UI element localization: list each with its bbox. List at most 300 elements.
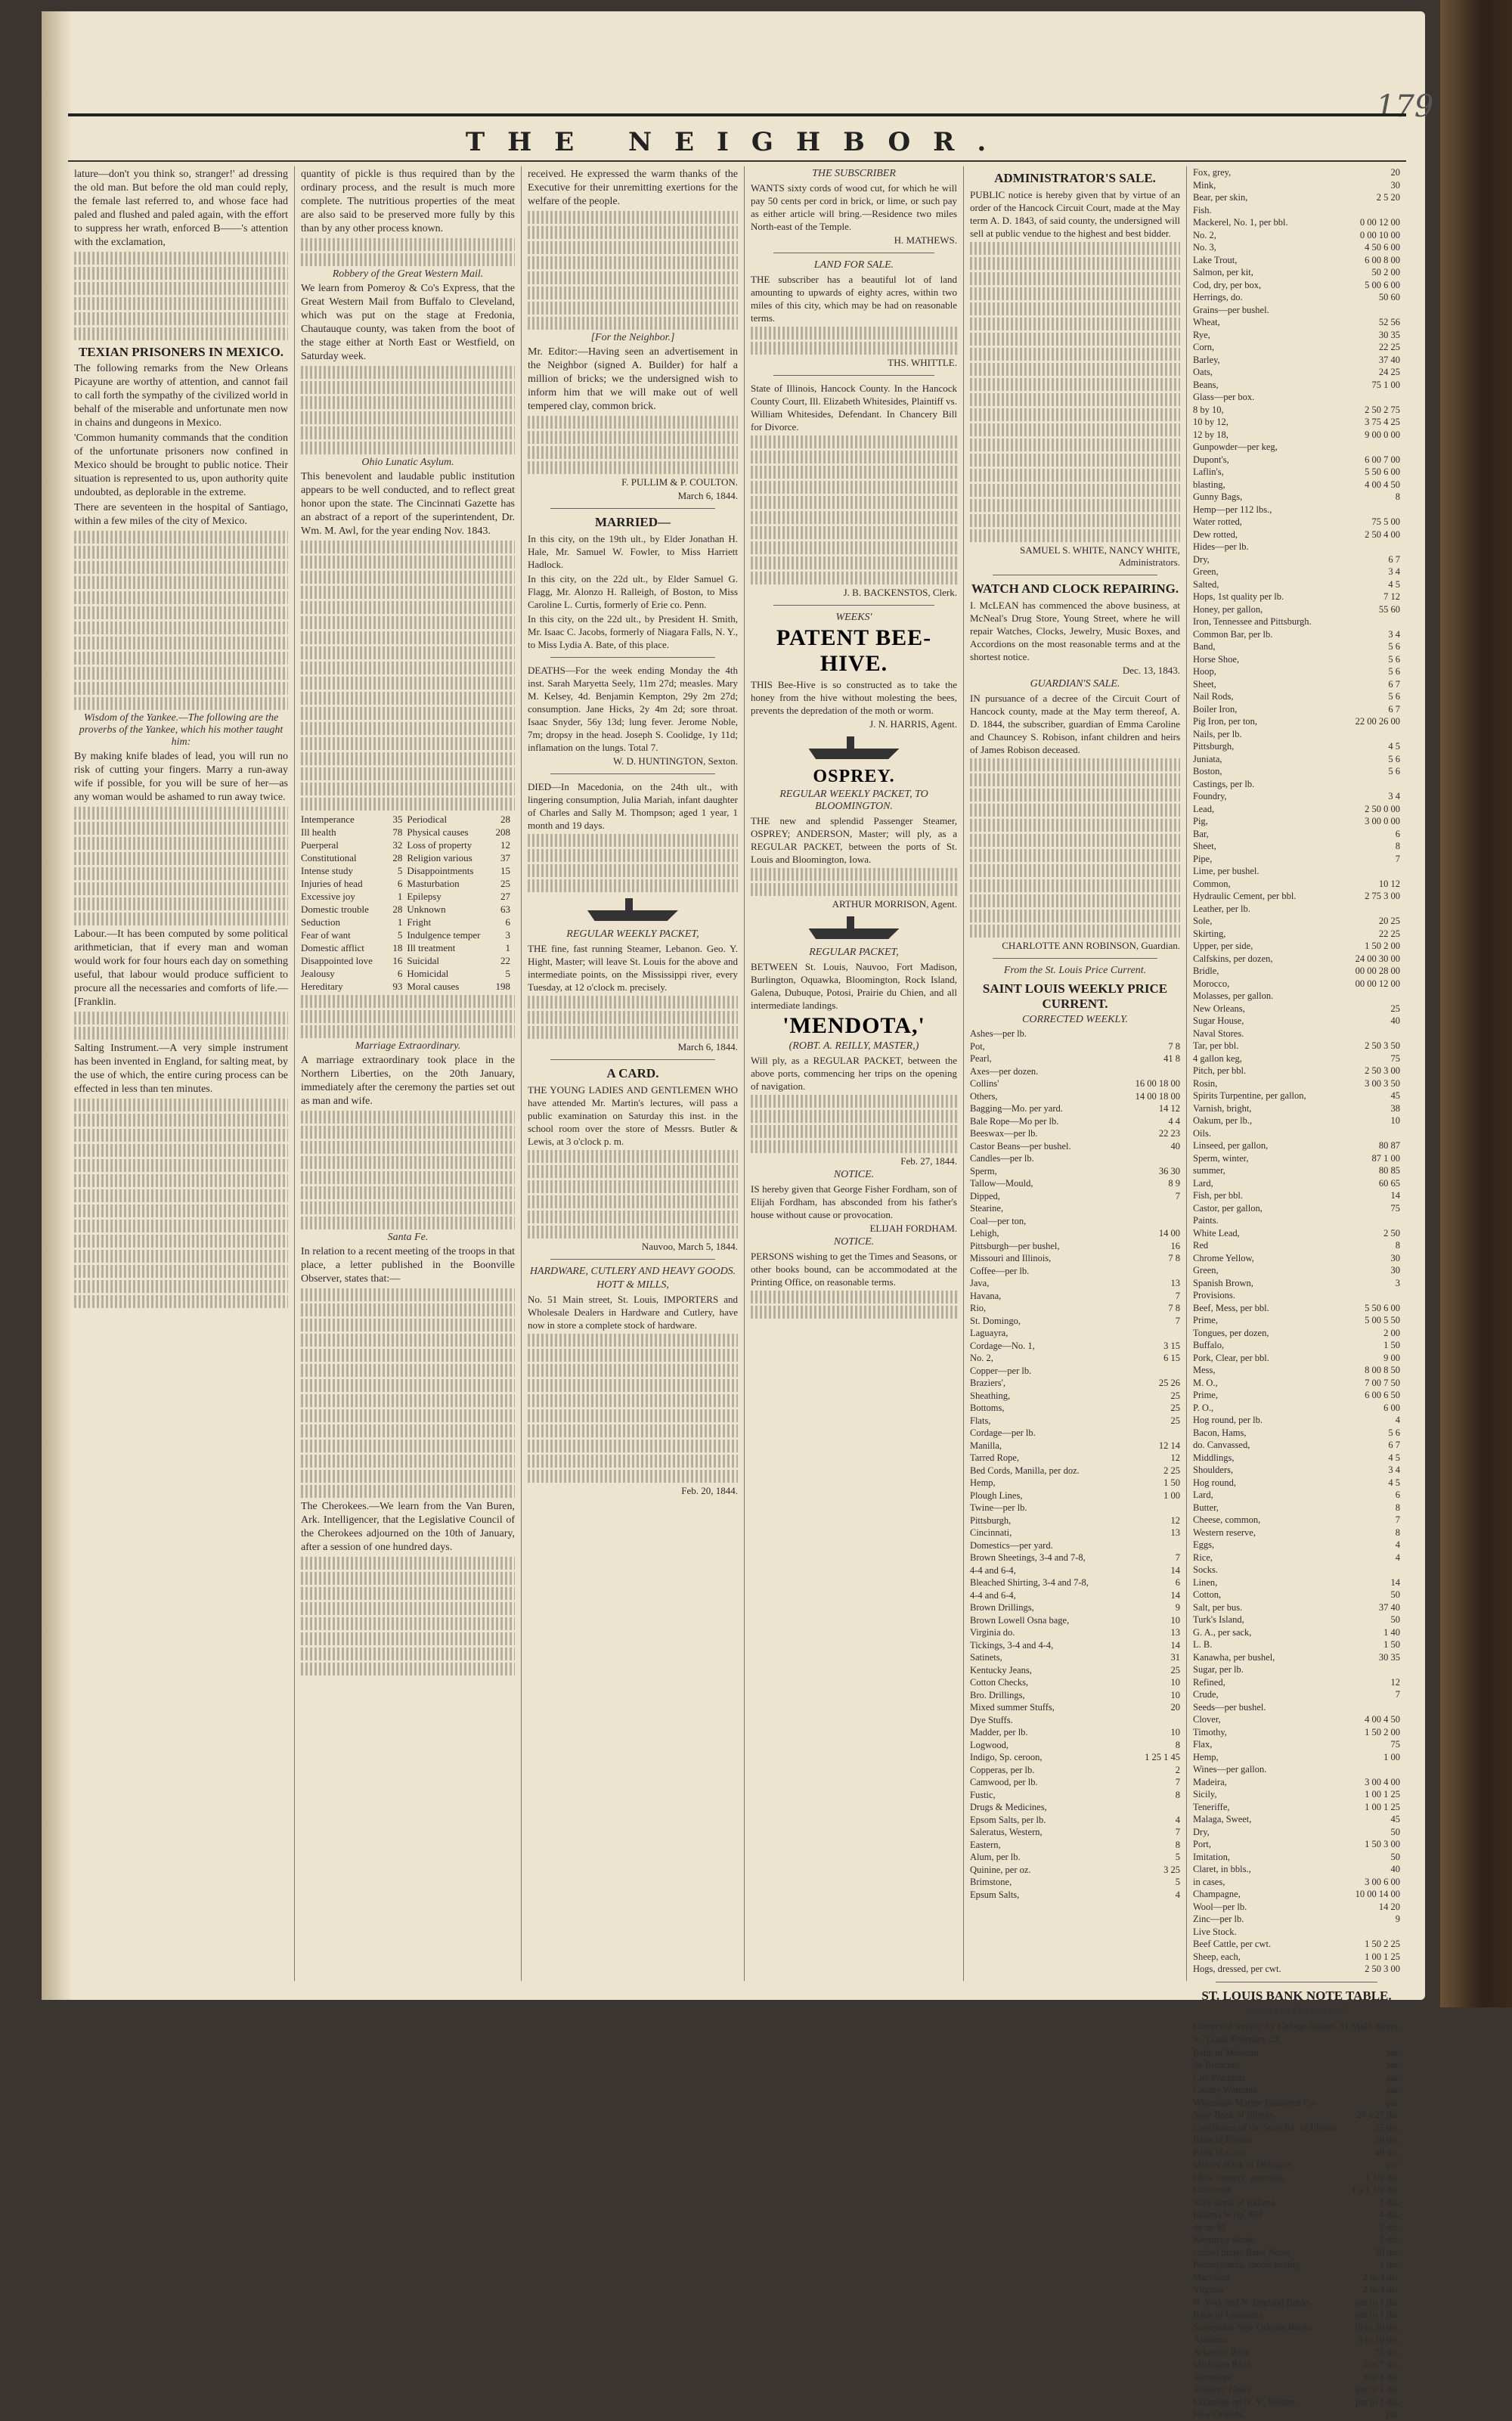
price-item: Plough Lines, — [970, 1489, 1023, 1501]
illegible-text — [74, 667, 288, 680]
disease-count: 12 — [500, 839, 510, 851]
price-values — [1171, 1676, 1181, 1689]
price-from: 22 — [1158, 1128, 1169, 1139]
price-to: 2 25 — [1163, 1465, 1180, 1476]
price-item: Band, — [1193, 641, 1216, 652]
steamboat-stack — [847, 916, 854, 928]
price-item: Fustic, — [970, 1789, 996, 1800]
illegible-text — [301, 571, 515, 584]
illegible-text — [970, 333, 1180, 346]
price-from: 80 — [1378, 1140, 1389, 1151]
price-item: Common, — [1193, 878, 1231, 889]
price-values — [1176, 1826, 1180, 1839]
illegible-text — [751, 541, 957, 554]
price-row — [1193, 640, 1400, 653]
price-to: 56 — [1390, 317, 1400, 327]
price-row — [1193, 1439, 1400, 1452]
price-item: Hogs, dressed, per cwt. — [1193, 1964, 1281, 1974]
bank-name: State Bank of Indiana — [1193, 2196, 1275, 2208]
price-row — [970, 1302, 1180, 1315]
illegible-text — [74, 591, 288, 604]
price-row — [970, 1751, 1180, 1764]
price-to: 8 — [1175, 1253, 1180, 1263]
notice-body: In this city, on the 22d ult., by Elder Samuel G. Flagg, Mr. Alonzo H. Ralleigh, of Boston, to Miss Caroline L. Curtis, formerly of Erie co. Penn. — [528, 573, 738, 610]
price-values — [1377, 191, 1400, 204]
disease-row — [301, 916, 515, 928]
price-row — [1193, 1015, 1400, 1028]
column-6 — [1187, 166, 1406, 2419]
price-item: Grains—per bushel. — [1193, 304, 1269, 315]
section-headline: MARRIED— — [594, 515, 671, 529]
bank-name: Kentucky Banks — [1193, 2234, 1256, 2245]
bank-rate: 2 to 3 dis. — [1362, 2271, 1400, 2283]
price-to: 5 — [1395, 1477, 1400, 1488]
price-to: 6 — [1395, 653, 1400, 665]
price-from: 22 — [1378, 928, 1389, 939]
price-values — [1365, 429, 1400, 442]
price-item: do. Canvassed, — [1193, 1440, 1250, 1450]
ad-subheadline: (ROBT. A. REILLY, MASTER,) — [789, 1040, 919, 1052]
price-item: Socks. — [1193, 1564, 1218, 1575]
disease-row — [301, 851, 515, 864]
disease-row — [301, 864, 515, 877]
price-to: 10 — [1170, 1727, 1180, 1737]
price-values — [1365, 940, 1400, 953]
price-row — [970, 1851, 1180, 1864]
price-from: 6 — [1388, 678, 1393, 690]
disease-name: Ill treatment — [407, 942, 456, 953]
price-to: 7 — [1395, 703, 1400, 715]
price-row — [970, 1352, 1180, 1365]
price-to: 35 — [1390, 1651, 1400, 1663]
price-to: 9 00 — [1383, 1352, 1400, 1363]
price-from: 4 00 — [1365, 479, 1381, 490]
price-from: 4 00 — [1365, 1714, 1381, 1725]
price-values — [1372, 1152, 1401, 1165]
price-item: Camwood, per lb. — [970, 1777, 1038, 1787]
price-row — [970, 1390, 1180, 1403]
price-row — [1193, 279, 1400, 292]
illegible-text — [751, 451, 957, 463]
price-to: 30 — [1390, 1265, 1400, 1276]
price-row — [970, 1514, 1180, 1527]
price-values — [1391, 1252, 1401, 1265]
price-values — [1396, 1489, 1400, 1502]
price-item: Kentucky Jeans, — [970, 1664, 1032, 1675]
illegible-text — [970, 439, 1180, 451]
price-values — [1171, 1589, 1181, 1602]
price-row — [1193, 690, 1400, 703]
price-item: Manilla, — [970, 1440, 1002, 1451]
price-to: 25 — [1390, 342, 1400, 352]
illegible-text — [74, 1012, 288, 1025]
price-to: 6 00 — [1383, 242, 1400, 253]
price-values — [1391, 1003, 1401, 1015]
illegible-text — [528, 446, 738, 459]
price-row — [1193, 1327, 1400, 1340]
price-row — [1193, 304, 1400, 317]
price-row — [1193, 940, 1400, 953]
price-item: 10 by 12, — [1193, 417, 1228, 427]
price-to: 2 00 — [1383, 1726, 1400, 1737]
ad-body: I. McLEAN has commenced the above business, at McNeal's Drug Store, Young Street, where he will repair Watches, Clocks, Jewelry, Music Boxes, and Accordions on the most reasonable terms and at the shortest notice. — [970, 600, 1180, 662]
price-current-headline: SAINT LOUIS WEEKLY PRICE CURRENT. — [982, 981, 1168, 1011]
illegible-text — [301, 556, 515, 569]
price-row — [1193, 1003, 1400, 1015]
bank-rate: par to 1 dis. — [1355, 2296, 1400, 2308]
bank-row — [1193, 2283, 1400, 2296]
price-row — [970, 1576, 1180, 1589]
illegible-text — [970, 789, 1180, 801]
illegible-text — [301, 586, 515, 599]
illegible-text — [301, 1572, 515, 1585]
illegible-text — [74, 576, 288, 589]
ad-date: March 6, 1844. — [677, 1041, 738, 1052]
price-item: Laflin's, — [1193, 467, 1224, 477]
price-row — [1193, 479, 1400, 491]
illegible-text — [74, 652, 288, 665]
price-item: Hides—per lb. — [1193, 541, 1249, 552]
disease-count: 32 — [392, 839, 403, 851]
disease-row — [301, 813, 515, 826]
steamboat-cut — [580, 897, 686, 924]
illegible-text — [970, 879, 1180, 892]
price-row — [970, 1739, 1180, 1752]
price-to: 5 — [1395, 741, 1400, 752]
illegible-text — [301, 253, 515, 266]
price-row — [1193, 529, 1400, 541]
price-values — [1379, 928, 1400, 941]
illegible-text — [528, 1349, 738, 1362]
price-row — [1193, 1402, 1400, 1415]
price-to: 40 — [1390, 1864, 1400, 1874]
ad-headline: A CARD. — [606, 1066, 659, 1080]
price-from: 14 — [1158, 1103, 1169, 1114]
illegible-text — [301, 995, 515, 1008]
illegible-text — [528, 461, 738, 474]
illegible-text — [970, 864, 1180, 877]
disease-name: Ill health — [301, 826, 336, 838]
price-row — [970, 1826, 1180, 1839]
price-values — [1365, 1801, 1400, 1814]
price-values — [1159, 1102, 1180, 1115]
price-item: Pot, — [970, 1040, 985, 1052]
price-item: Beeswax—per lb. — [970, 1128, 1038, 1139]
bank-name: County Warrants — [1193, 2085, 1257, 2095]
price-row — [1193, 1477, 1400, 1489]
price-row — [970, 1839, 1180, 1852]
price-row — [1193, 828, 1400, 841]
price-row — [1193, 229, 1400, 242]
page-folio-number: 179 — [1376, 89, 1434, 124]
price-from: 5 — [1388, 1427, 1393, 1438]
price-values — [1356, 1888, 1400, 1901]
bank-rate: par. — [1386, 2159, 1400, 2170]
illegible-text — [74, 882, 288, 895]
price-item: Pearl, — [970, 1053, 992, 1064]
price-values — [1365, 1876, 1400, 1889]
price-row — [1193, 1139, 1400, 1152]
illegible-text — [528, 271, 738, 284]
price-values — [1168, 1252, 1180, 1265]
price-item: summer, — [1193, 1165, 1225, 1176]
price-values — [1379, 878, 1400, 891]
price-row — [1193, 728, 1400, 741]
illegible-text — [74, 867, 288, 880]
price-from: 3 00 — [1365, 1077, 1381, 1089]
price-row — [1193, 1913, 1400, 1926]
bank-name: Miners' Bank of Dubuque — [1193, 2159, 1291, 2170]
price-row — [970, 1115, 1180, 1128]
price-row — [1193, 1090, 1400, 1102]
price-to: 87 — [1390, 1140, 1400, 1151]
price-values — [1136, 1090, 1180, 1103]
price-item: 4-4 and 6-4, — [970, 1564, 1016, 1576]
price-values — [1171, 1564, 1181, 1577]
price-row — [970, 1539, 1180, 1552]
illegible-text — [301, 1424, 515, 1437]
price-item: Malaga, Sweet, — [1193, 1814, 1252, 1824]
price-to: 8 — [1395, 1527, 1400, 1538]
price-values — [1396, 1551, 1400, 1564]
price-item: Others, — [970, 1090, 998, 1102]
illegible-text — [970, 272, 1180, 285]
price-item: No. 2, — [970, 1353, 993, 1363]
price-item: Nail Rods, — [1193, 691, 1234, 702]
price-to: 2 75 — [1383, 404, 1400, 415]
illegible-text — [301, 646, 515, 659]
price-item: Salt, per bus. — [1193, 1601, 1243, 1613]
illegible-text — [301, 1663, 515, 1675]
price-row — [1193, 665, 1400, 678]
price-item: Wines—per gallon. — [1193, 1764, 1267, 1775]
price-row — [1193, 441, 1400, 454]
notice-headline: NOTICE. — [833, 1169, 875, 1180]
price-to: 4 — [1175, 1889, 1180, 1900]
illegible-text — [751, 466, 957, 479]
price-item: Upper, per side, — [1193, 941, 1253, 951]
price-row — [1193, 541, 1400, 553]
price-to: 12 — [1390, 878, 1400, 889]
ad-headline: LAND FOR SALE. — [813, 259, 894, 271]
price-item: Butter, — [1193, 1502, 1219, 1513]
price-row — [1193, 391, 1400, 404]
illegible-text — [751, 436, 957, 448]
separator — [993, 958, 1157, 959]
price-item: Indigo, Sp. ceroon, — [970, 1752, 1043, 1762]
price-from: 16 00 — [1135, 1078, 1157, 1089]
price-to: 8 — [1175, 1053, 1180, 1064]
price-values — [1365, 404, 1400, 417]
price-to: 30 — [1390, 1252, 1400, 1263]
price-to: 0 00 — [1383, 803, 1400, 814]
illegible-text — [301, 1602, 515, 1615]
price-to: 85 — [1390, 1165, 1400, 1176]
price-row — [1193, 1589, 1400, 1601]
price-to: 1 50 — [1163, 1477, 1180, 1488]
story-continuation: lature—don't you think so, stranger!' ad dressing the old man. But before the old man could reply, the female last referred to, and whose face had paled and flushed and paled again, with the effort to suppress her wrath, enforced B——'s attention with the exclamation, — [74, 169, 288, 248]
price-values — [1171, 1689, 1181, 1702]
illegible-text — [528, 879, 738, 892]
price-from: 10 00 — [1355, 1889, 1377, 1899]
price-from: 3 — [1388, 1465, 1393, 1475]
illegible-text — [301, 767, 515, 780]
price-row — [1193, 379, 1400, 392]
bank-rate: 1 1/2 dis. — [1365, 2171, 1400, 2183]
price-from: 3 00 — [1365, 816, 1381, 826]
price-values — [1383, 1638, 1400, 1651]
price-values — [1171, 1240, 1181, 1253]
price-to: 1 40 — [1383, 1626, 1400, 1638]
price-to: 1 00 — [1383, 379, 1400, 390]
bank-row — [1193, 2147, 1400, 2159]
price-to: 75 — [1390, 1202, 1400, 1214]
price-row — [970, 1714, 1180, 1727]
price-item: Hemp—per 112 lbs., — [1193, 504, 1272, 515]
price-item: Castings, per lb. — [1193, 778, 1255, 789]
price-values — [1379, 291, 1400, 304]
price-item: 12 by 18, — [1193, 429, 1228, 440]
price-row — [1193, 504, 1400, 516]
price-from: 2 50 — [1365, 1040, 1381, 1051]
price-item: Water rotted, — [1193, 516, 1242, 527]
illegible-text — [528, 834, 738, 847]
price-values — [1176, 1876, 1180, 1889]
disease-row — [301, 826, 515, 839]
legal-notice: IN pursuance of a decree of the Circuit Court of Hancock county, made at the May term thereof, A. D. 1844, the subscriber, guardian of Emma Caroline and Chauncey S. Robison, infant children and heirs of James Robison deceased. — [970, 693, 1180, 755]
price-to: 8 — [1395, 1502, 1400, 1513]
disease-count: 5 — [397, 865, 403, 876]
price-values — [1388, 553, 1400, 566]
price-values — [1396, 1414, 1400, 1427]
price-item: Ashes—per lb. — [970, 1028, 1027, 1039]
price-values — [1159, 1377, 1180, 1390]
price-to: 23 — [1170, 1128, 1180, 1139]
bank-name: New Orleans, — [1193, 2409, 1245, 2419]
ad-signature: THS. WHITTLE. — [888, 357, 957, 368]
illegible-text — [751, 1095, 957, 1108]
illegible-text — [301, 1587, 515, 1600]
price-row — [970, 1452, 1180, 1465]
disease-row — [301, 877, 515, 890]
price-values — [1176, 1764, 1180, 1777]
price-item: Brown Sheetings, 3-4 and 7-8, — [970, 1552, 1086, 1563]
price-row — [970, 1639, 1180, 1652]
bank-row — [1193, 2184, 1400, 2196]
price-item: Bagging—Mo. per yard. — [970, 1103, 1063, 1114]
price-row — [1193, 329, 1400, 342]
price-from: 1 50 — [1365, 1726, 1381, 1737]
price-to: 1 45 — [1163, 1752, 1180, 1762]
illegible-text — [301, 1364, 515, 1377]
price-row — [1193, 1028, 1400, 1040]
price-to: 8 50 — [1383, 1365, 1400, 1375]
price-row — [1193, 778, 1400, 791]
illegible-text — [301, 1334, 515, 1347]
price-from: 5 00 — [1365, 1315, 1381, 1325]
price-row — [970, 1814, 1180, 1827]
price-values — [1171, 1140, 1181, 1153]
price-values — [1163, 1489, 1180, 1502]
price-row — [1193, 1801, 1400, 1814]
price-item: Castor Beans—per bushel. — [970, 1140, 1071, 1152]
price-values — [1360, 229, 1400, 242]
price-values — [1163, 1477, 1180, 1489]
price-item: Dry, — [1193, 553, 1210, 565]
price-row — [970, 1277, 1180, 1290]
price-item: Brimstone, — [970, 1877, 1012, 1887]
price-item: Sole, — [1193, 916, 1213, 926]
notice-body: In this city, on the 19th ult., by Elder Jonathan H. Hale, Mr. Samuel W. Fowler, to Miss Harriett Hadlock. — [528, 533, 738, 570]
price-item: Copper—per lb. — [970, 1365, 1032, 1376]
price-values — [1171, 1402, 1181, 1415]
illegible-text — [751, 327, 957, 339]
price-row — [970, 1090, 1180, 1103]
illegible-text — [301, 541, 515, 553]
price-values — [1168, 1302, 1180, 1315]
price-item: Brown Drillings, — [970, 1602, 1034, 1613]
illegible-text — [301, 1288, 515, 1301]
illegible-text — [74, 682, 288, 695]
article-body: A marriage extraordinary took place in the Northern Liberties, on the 20th January, immediately after the ceremony the parties set out as man and wife. — [301, 1055, 515, 1107]
price-item: Morocco, — [1193, 978, 1230, 989]
price-values — [1379, 603, 1400, 616]
price-item: Cordage—per lb. — [970, 1427, 1036, 1438]
price-values — [1176, 1789, 1180, 1802]
illegible-text — [970, 378, 1180, 391]
price-values — [1391, 1015, 1401, 1028]
price-values — [1171, 1664, 1181, 1677]
disease-count: 1 — [505, 942, 510, 953]
price-to: 3 — [1395, 1277, 1400, 1288]
price-values — [1365, 1938, 1400, 1951]
bank-name: Bank of Missouri — [1193, 2047, 1259, 2058]
notice-body: PERSONS wishing to get the Times and Seasons, or other books bound, can be accommodated at the Printing Office, on reasonable terms. — [751, 1251, 957, 1288]
price-values — [1391, 1676, 1401, 1689]
illegible-text — [528, 864, 738, 877]
price-from: 5 — [1388, 666, 1393, 677]
illegible-text — [301, 1349, 515, 1362]
illegible-text — [970, 318, 1180, 330]
price-item: Hydraulic Cement, per bbl. — [1193, 891, 1297, 901]
price-row — [1193, 553, 1400, 566]
ad-date: Feb. 27, 1844. — [900, 1155, 957, 1167]
illegible-text — [528, 226, 738, 239]
price-to: 25 — [1170, 1664, 1180, 1675]
price-to: 6 — [1395, 753, 1400, 764]
price-item: Sheet, — [1193, 678, 1216, 690]
price-from: 7 — [1168, 1253, 1173, 1263]
price-current-subheadline: CORRECTED WEEKLY. — [1022, 1014, 1128, 1025]
price-to: 6 — [1395, 691, 1400, 702]
illegible-text — [301, 616, 515, 629]
ad-headline: HARDWARE, CUTLERY AND HEAVY GOODS. — [529, 1266, 736, 1277]
bank-name: Ohio, country, generally — [1193, 2171, 1285, 2183]
illegible-text — [528, 1011, 738, 1024]
price-current-source: From the St. Louis Price Current. — [1003, 965, 1147, 976]
price-from: 00 00 — [1355, 978, 1377, 989]
price-item: Green, — [1193, 1265, 1219, 1276]
price-item: Sperm, — [970, 1165, 997, 1176]
price-from: 5 — [1388, 766, 1393, 777]
price-item: Logwood, — [970, 1739, 1009, 1750]
price-from: 16 — [1170, 1240, 1180, 1251]
price-to: 25 — [1170, 1390, 1180, 1401]
price-to: 1 50 — [1383, 1340, 1400, 1350]
price-to: 13 — [1170, 1627, 1180, 1638]
bank-rate: par. — [1386, 2072, 1400, 2083]
price-item: Bear, per skin, — [1193, 192, 1248, 203]
